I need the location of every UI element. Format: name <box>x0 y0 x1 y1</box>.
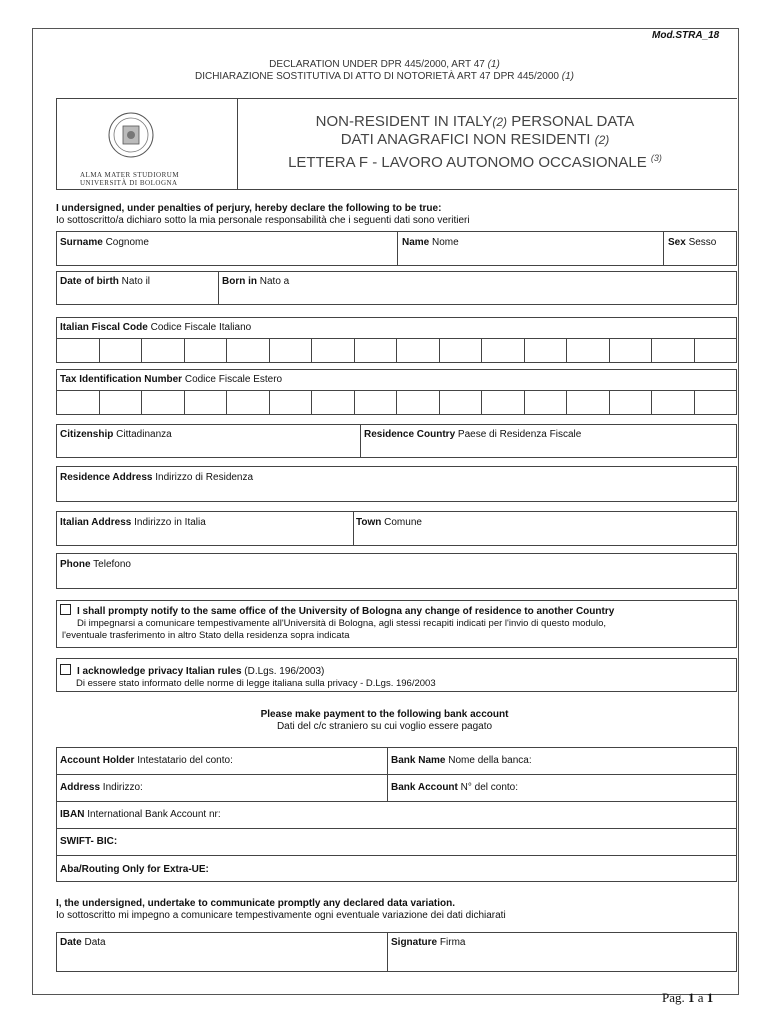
university-seal-icon <box>104 110 158 160</box>
phone-row <box>56 553 737 589</box>
undertake-statement: I, the undersigned, undertake to communicate promptly any declared data variation. Io sottoscritto mi impegno a comunicare tempestivamente ogni eventuale variazione dei dati dichiarati <box>56 898 506 921</box>
notify-checkbox[interactable] <box>60 604 71 615</box>
aba-routing-field[interactable]: Aba/Routing Only for Extra-UE: <box>60 864 209 875</box>
privacy-statement: I acknowledge privacy Italian rules (D.Lgs. 196/2003) Di essere stato informato delle norme di legge italiana sulla privacy - D.Lgs. 196/2003 <box>60 664 436 690</box>
tax-id-label: Tax Identification Number Codice Fiscale Estero <box>60 374 283 385</box>
surname-field[interactable]: Surname Cognome <box>60 237 149 248</box>
university-name: ALMA MATER STUDIORUM UNIVERSITÀ DI BOLOGNA <box>80 171 180 187</box>
citizenship-field[interactable]: Citizenship Cittadinanza <box>60 429 172 440</box>
declaration-it: DICHIARAZIONE SOSTITUTIVA DI ATTO DI NOTORIETÀ ART 47 DPR 445/2000 (1) <box>194 71 574 82</box>
bank-account-field[interactable]: Bank Account N° del conto: <box>391 782 519 793</box>
signature-field[interactable]: Signature Firma <box>391 937 466 948</box>
swift-field[interactable]: SWIFT- BIC: <box>60 836 118 847</box>
privacy-checkbox[interactable] <box>60 664 71 675</box>
phone-field[interactable]: Phone Telefono <box>60 559 131 570</box>
form-title: NON-RESIDENT IN ITALY(2) PERSONAL DATA DATI ANAGRAFICI NON RESIDENTI (2) LETTERA F - LAVORO AUTONOMO OCCASIONALE $^{(3)}$ <box>288 113 662 171</box>
iban-field[interactable]: IBAN International Bank Account nr: <box>60 809 221 820</box>
town-field[interactable]: Town Comune <box>356 517 422 528</box>
residence-address-field[interactable]: Residence Address Indirizzo di Residenza <box>60 472 254 483</box>
perjury-statement: I undersigned, under penalties of perjury, hereby declare the following to be true: Io sottoscritto/a dichiaro sotto la mia personale responsabilità che i seguenti dati sono veritieri <box>56 203 470 226</box>
residence-country-field[interactable]: Residence Country Paese di Residenza Fiscale <box>364 429 582 440</box>
payment-heading: Please make payment to the following bank account Dati del c/c straniero su cui voglio essere pagato <box>260 709 509 732</box>
tax-id-input[interactable] <box>57 390 736 414</box>
mod-code: Mod.STRA_18 <box>652 30 720 41</box>
page-number: Pag. 1 a 1 <box>662 990 714 1005</box>
bank-address-field[interactable]: Address Indirizzo: <box>60 782 143 793</box>
declaration-en: DECLARATION UNDER DPR 445/2000, ART 47 (1) <box>269 59 500 70</box>
surname-name-sex-row <box>56 231 737 266</box>
date-field[interactable]: Date Data <box>60 937 106 948</box>
italian-fiscal-code-label: Italian Fiscal Code Codice Fiscale Italiano <box>60 322 252 333</box>
name-field[interactable]: Name Nome <box>402 237 459 248</box>
date-of-birth-field[interactable]: Date of birth Nato il <box>60 276 151 287</box>
sex-field[interactable]: Sex Sesso <box>668 237 717 248</box>
bank-name-field[interactable]: Bank Name Nome della banca: <box>391 755 532 766</box>
account-holder-field[interactable]: Account Holder Intestatario del conto: <box>60 755 233 766</box>
birth-row <box>56 271 737 305</box>
born-in-field[interactable]: Born in Nato a <box>222 276 290 287</box>
italian-fiscal-code-input[interactable] <box>57 338 736 362</box>
italian-address-field[interactable]: Italian Address Indirizzo in Italia <box>60 517 206 528</box>
notify-statement: I shall prompty notify to the same office of the University of Bologna any change of residence to another Country Di impegnarsi a comunicare tempestivamente all'Università di Bologna, agli stessi recapiti indicati per l'invio di questo modulo, l'eventuale trasferimento in altro Stato della residenza sopra indicata <box>62 606 615 641</box>
